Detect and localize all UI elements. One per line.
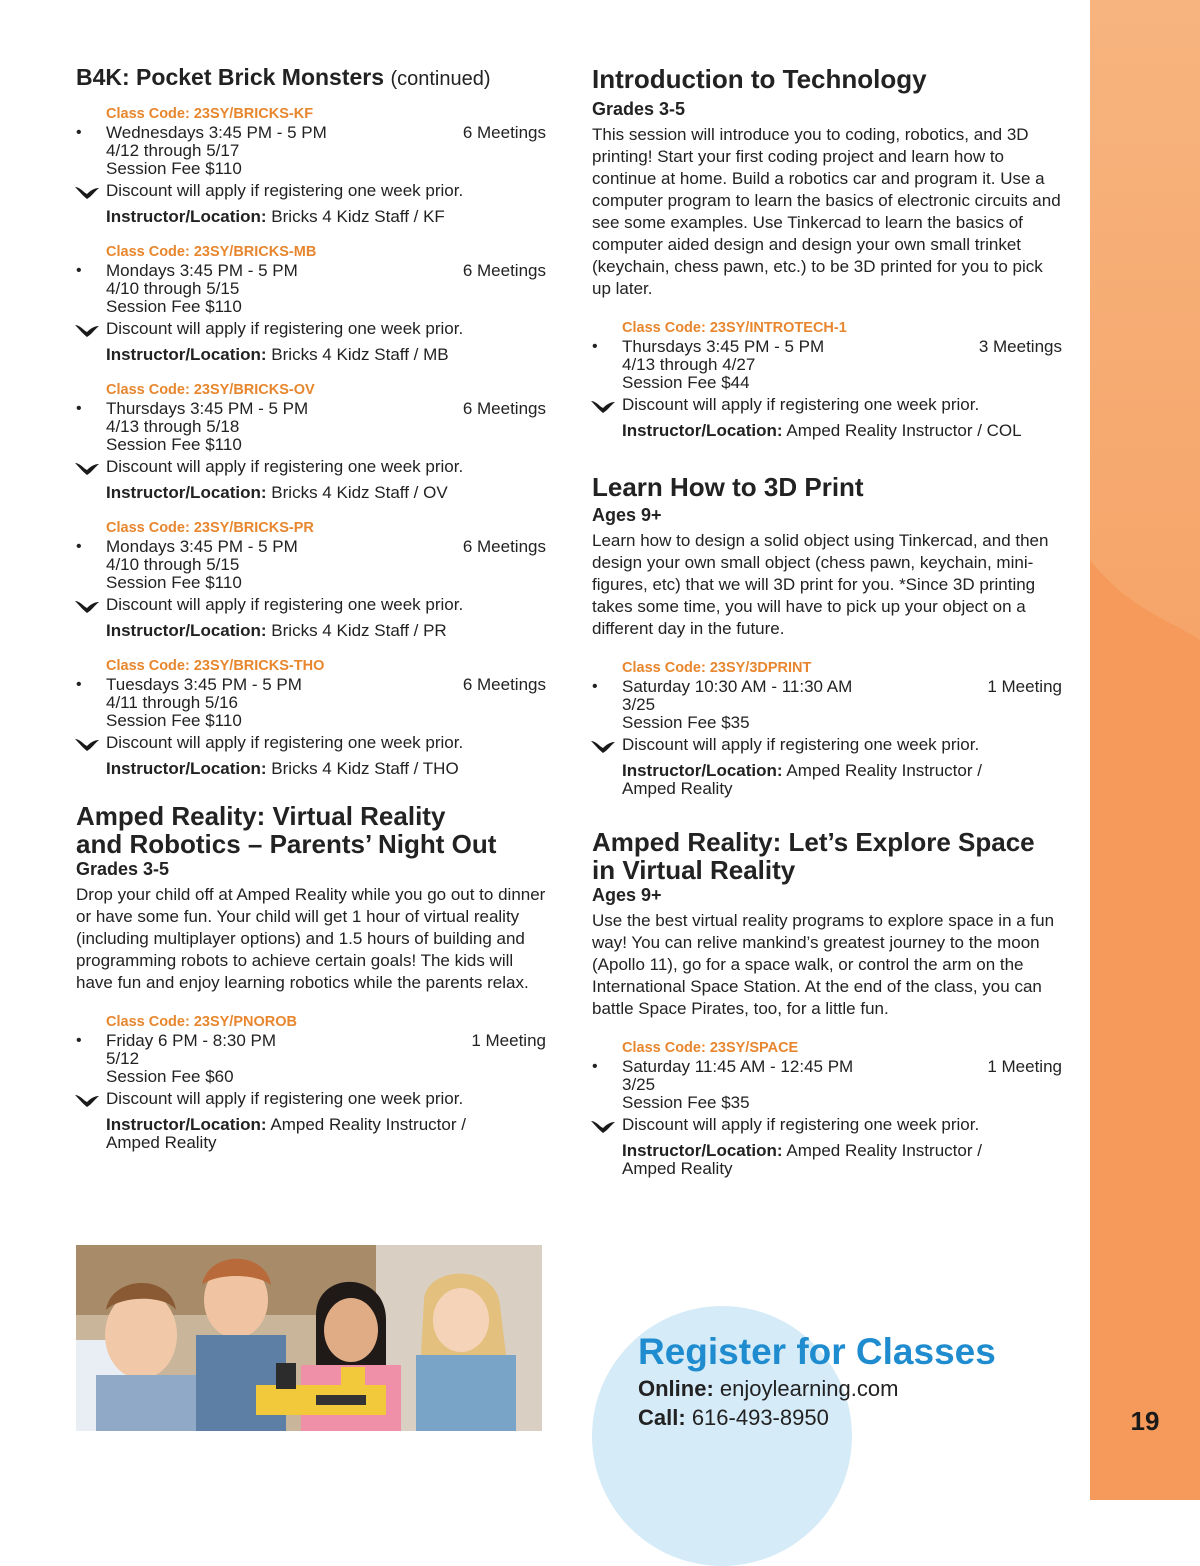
session-fee: Session Fee $60 [106, 1067, 234, 1086]
instructor-value-line2: Amped Reality [622, 1159, 733, 1178]
bullet-icon: • [76, 124, 82, 141]
session-day: Saturday 11:45 AM - 12:45 PM [622, 1057, 854, 1076]
session-fee: Session Fee $110 [106, 297, 242, 316]
session-day: Saturday 10:30 AM - 11:30 AM [622, 677, 853, 696]
bird-icon [74, 322, 100, 338]
instructor-value-line2: Amped Reality [622, 779, 733, 798]
discount-text: Discount will apply if registering one week prior. [622, 1115, 980, 1134]
b4k-title: B4K: Pocket Brick Monsters [76, 64, 385, 90]
class-code: Class Code: 23SY/BRICKS-PR [106, 520, 314, 536]
discount-text: Discount will apply if registering one week prior. [106, 319, 464, 338]
b4k-session-list [76, 104, 546, 778]
session-schedule [76, 675, 546, 694]
continued-label: (continued) [390, 68, 491, 90]
class-code: Class Code: 23SY/BRICKS-THO [106, 658, 325, 674]
online-link[interactable]: enjoylearning.com [719, 1376, 899, 1401]
page-number: 19 [1130, 1406, 1160, 1436]
register-block [638, 1330, 996, 1432]
space-section [592, 828, 1062, 1178]
session-day: Mondays 3:45 PM - 5 PM [106, 261, 298, 280]
session-schedule [76, 261, 546, 280]
session-dates: 3/25 [622, 1075, 656, 1094]
section-title-b4k [76, 60, 546, 96]
online-label: Online: [638, 1376, 714, 1401]
class-code: Class Code: 23SY/PNOROB [106, 1014, 297, 1030]
discount-note [622, 734, 1062, 756]
session-schedule [592, 677, 1062, 696]
space-title [592, 828, 1062, 884]
session-schedule [76, 399, 546, 418]
discount-note [106, 594, 546, 616]
bird-icon [590, 1118, 616, 1134]
space-title-line1: Amped Reality: Let’s Explore Space [592, 827, 1035, 857]
space-description: Use the best virtual reality programs to explore space in a fun way! You can relive mankind’s greatest journey to the moon (Apollo 11), go for a space walk, or control the arm on the International Space Station. At the end of the class, you can battle Space Pirates, too, for a little fun. [592, 911, 1055, 1018]
meeting-count: 1 Meeting [987, 1057, 1062, 1076]
print3d-description: Learn how to design a solid object using Tinkercad, and then design your own small object (chess pawn, keychain, mini-figures, etc) that we will 3D print for you. *Since 3D printing takes some time, you will have to pick up your object on a different day in the future. [592, 531, 1049, 638]
space-session [592, 1038, 1062, 1178]
discount-note [106, 732, 546, 754]
instructor-value: Bricks 4 Kidz Staff / KF [271, 207, 445, 226]
meeting-count: 6 Meetings [462, 399, 546, 418]
bullet-icon: • [76, 538, 82, 555]
space-title-line2: in Virtual Reality [592, 855, 796, 885]
b4k-session [76, 104, 546, 226]
vr-robotics-description: Drop your child off at Amped Reality while you go out to dinner or have some fun. Your child will get 1 hour of virtual reality (including multiplayer options) and 1.5 hours of building and programming robots to achieve certain goals! The kids will have fun and enjoy learning robotics while the parents relax. [76, 885, 546, 992]
instructor-value-line2: Amped Reality [106, 1133, 217, 1152]
session-schedule [76, 123, 546, 142]
photo-illustration [76, 1245, 542, 1431]
session-fee: Session Fee $110 [106, 435, 242, 454]
phone-number[interactable]: 616-493-8950 [691, 1405, 829, 1430]
instructor-label: Instructor/Location: [106, 759, 267, 778]
instructor-location [106, 1116, 546, 1152]
instructor-location [106, 760, 546, 778]
vr-robotics-title-line1: Amped Reality: Virtual Reality [76, 801, 446, 831]
instructor-label: Instructor/Location: [622, 421, 783, 440]
meeting-count: 1 Meeting [987, 677, 1062, 696]
bullet-icon: • [76, 676, 82, 693]
bird-icon [590, 398, 616, 414]
session-day: Mondays 3:45 PM - 5 PM [106, 537, 298, 556]
session-fee: Session Fee $35 [622, 713, 750, 732]
class-code: Class Code: 23SY/BRICKS-MB [106, 244, 317, 260]
session-day: Thursdays 3:45 PM - 5 PM [106, 399, 309, 418]
session-day: Wednesdays 3:45 PM - 5 PM [106, 123, 327, 142]
meeting-count: 6 Meetings [462, 261, 546, 280]
register-call [638, 1403, 996, 1432]
session-dates: 3/25 [622, 695, 656, 714]
session-dates: 4/13 through 4/27 [622, 355, 756, 374]
instructor-value: Bricks 4 Kidz Staff / THO [271, 759, 459, 778]
side-band-wave [1090, 0, 1200, 1500]
discount-text: Discount will apply if registering one week prior. [106, 457, 464, 476]
instructor-value: Amped Reality Instructor / [786, 1141, 982, 1160]
session-fee: Session Fee $110 [106, 711, 242, 730]
instructor-location [622, 422, 1062, 440]
intro-tech-description: This session will introduce you to coding, robotics, and 3D printing! Start your first coding project and learn how to continue at home. Build a robotics car and program it. Use a computer program to learn the basics of electronic circuits and see some examples. Use Tinkercad to learn the basics of computer aided design and design your own small trinket (keychain, chess pawn, etc.) to be 3D printed for you to pick up later. [592, 125, 1061, 298]
class-code: Class Code: 23SY/BRICKS-KF [106, 106, 314, 122]
discount-note [622, 1114, 1062, 1136]
discount-note [106, 318, 546, 340]
class-code: Class Code: 23SY/BRICKS-OV [106, 382, 315, 398]
instructor-label: Instructor/Location: [106, 207, 267, 226]
discount-note [106, 1088, 546, 1110]
session-dates: 4/11 through 5/16 [106, 693, 239, 712]
instructor-label: Instructor/Location: [622, 1141, 783, 1160]
discount-text: Discount will apply if registering one week prior. [106, 181, 464, 200]
bullet-icon: • [76, 1032, 82, 1049]
instructor-value: Bricks 4 Kidz Staff / MB [271, 345, 449, 364]
bird-icon [74, 184, 100, 200]
instructor-location [106, 484, 546, 502]
bullet-icon: • [76, 262, 82, 279]
b4k-session [76, 242, 546, 364]
instructor-value: Amped Reality Instructor / [270, 1115, 466, 1134]
discount-note [106, 180, 546, 202]
discount-text: Discount will apply if registering one week prior. [622, 735, 980, 754]
instructor-value: Bricks 4 Kidz Staff / PR [271, 621, 447, 640]
instructor-label: Instructor/Location: [106, 483, 267, 502]
vr-robotics-section [76, 802, 546, 1152]
session-schedule [592, 1057, 1062, 1076]
instructor-location [622, 762, 1062, 798]
bird-icon [590, 738, 616, 754]
vr-robotics-title [76, 802, 546, 858]
print3d-section [592, 470, 1062, 798]
session-dates: 5/12 [106, 1049, 140, 1068]
print3d-ages: Ages 9+ [592, 505, 662, 525]
bullet-icon: • [592, 1058, 598, 1075]
b4k-session [76, 518, 546, 640]
class-code: Class Code: 23SY/3DPRINT [622, 660, 812, 676]
vr-robotics-title-line2: and Robotics – Parents’ Night Out [76, 829, 497, 859]
print3d-session [592, 658, 1062, 798]
session-day: Tuesdays 3:45 PM - 5 PM [106, 675, 302, 694]
intro-tech-title: Introduction to Technology [592, 64, 927, 94]
instructor-location [106, 622, 546, 640]
kids-robotics-photo [76, 1245, 542, 1431]
instructor-location [622, 1142, 1062, 1178]
class-code: Class Code: 23SY/INTROTECH-1 [622, 320, 847, 336]
print3d-title: Learn How to 3D Print [592, 472, 864, 502]
register-online [638, 1374, 996, 1403]
discount-text: Discount will apply if registering one week prior. [622, 395, 980, 414]
b4k-session [76, 656, 546, 778]
meeting-count: 3 Meetings [978, 337, 1062, 356]
session-schedule [592, 337, 1062, 356]
bird-icon [74, 460, 100, 476]
instructor-value: Bricks 4 Kidz Staff / OV [271, 483, 448, 502]
discount-text: Discount will apply if registering one week prior. [106, 595, 464, 614]
b4k-session [76, 380, 546, 502]
left-column [76, 60, 546, 1152]
vr-robotics-session [76, 1012, 546, 1152]
meeting-count: 1 Meeting [471, 1031, 546, 1050]
instructor-value: Amped Reality Instructor / COL [786, 421, 1022, 440]
instructor-label: Instructor/Location: [106, 1115, 267, 1134]
instructor-label: Instructor/Location: [106, 345, 267, 364]
session-dates: 4/13 through 5/18 [106, 417, 240, 436]
instructor-location [106, 208, 546, 226]
session-day: Friday 6 PM - 8:30 PM [106, 1031, 277, 1050]
instructor-label: Instructor/Location: [106, 621, 267, 640]
bird-icon [74, 598, 100, 614]
bullet-icon: • [76, 400, 82, 417]
meeting-count: 6 Meetings [462, 123, 546, 142]
meeting-count: 6 Meetings [462, 537, 546, 556]
intro-tech-grades: Grades 3-5 [592, 99, 686, 119]
bird-icon [74, 736, 100, 752]
session-fee: Session Fee $110 [106, 573, 242, 592]
discount-note [622, 394, 1062, 416]
session-fee: Session Fee $44 [622, 373, 750, 392]
session-dates: 4/10 through 5/15 [106, 279, 240, 298]
session-schedule [76, 537, 546, 556]
instructor-location [106, 346, 546, 364]
session-schedule [76, 1031, 546, 1050]
right-column [592, 60, 1062, 1178]
meeting-count: 6 Meetings [462, 675, 546, 694]
register-title: Register for Classes [638, 1331, 996, 1372]
intro-tech-section [592, 60, 1062, 440]
session-dates: 4/10 through 5/15 [106, 555, 240, 574]
class-code: Class Code: 23SY/SPACE [622, 1040, 799, 1056]
bird-icon [74, 1092, 100, 1108]
call-label: Call: [638, 1405, 686, 1430]
bullet-icon: • [592, 678, 598, 695]
bullet-icon: • [592, 338, 598, 355]
discount-note [106, 456, 546, 478]
session-fee: Session Fee $35 [622, 1093, 750, 1112]
intro-tech-session [592, 318, 1062, 440]
session-fee: Session Fee $110 [106, 159, 242, 178]
discount-text: Discount will apply if registering one week prior. [106, 733, 464, 752]
discount-text: Discount will apply if registering one week prior. [106, 1089, 464, 1108]
space-ages: Ages 9+ [592, 885, 662, 905]
session-day: Thursdays 3:45 PM - 5 PM [622, 337, 825, 356]
instructor-label: Instructor/Location: [622, 761, 783, 780]
vr-robotics-grades: Grades 3-5 [76, 859, 170, 879]
instructor-value: Amped Reality Instructor / [786, 761, 982, 780]
session-dates: 4/12 through 5/17 [106, 141, 240, 160]
